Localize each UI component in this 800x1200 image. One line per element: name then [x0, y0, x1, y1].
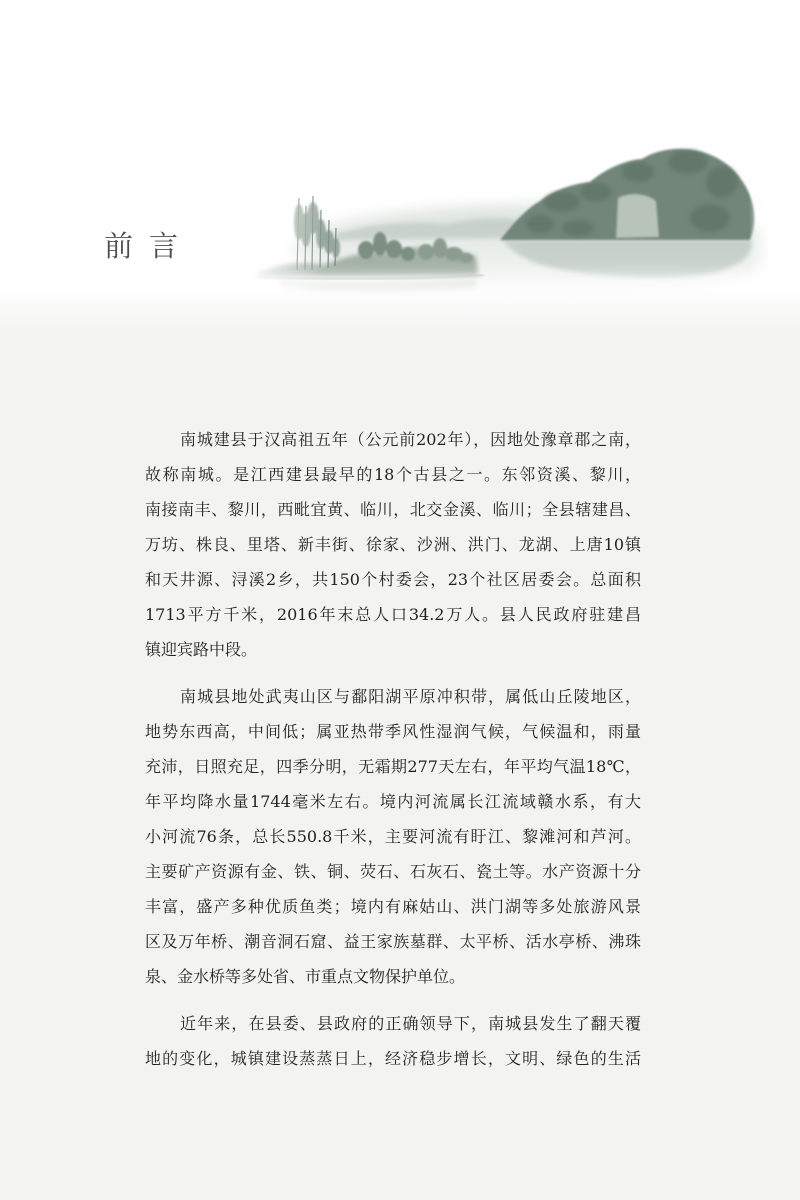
- landscape-illustration: [240, 138, 770, 308]
- text-line: 地势东西高，中间低；属亚热带季风性湿润气候，气候温和，雨量: [145, 722, 641, 741]
- foliage-blob: [706, 166, 738, 198]
- text-line: 地的变化，城镇建设蒸蒸日上，经济稳步增长，文明、绿色的生活: [145, 1049, 641, 1068]
- paragraph-3: [145, 1006, 641, 1076]
- landscape-fade-horizontal: [256, 149, 770, 295]
- text-line: 南城建县于汉高祖五年（公元前202年），因地处豫章郡之南，: [180, 430, 641, 449]
- tree-crown: [332, 238, 340, 258]
- text-line: 故称南城。是江西建县最早的18个古县之一。东邻资溪、黎川，: [145, 465, 641, 484]
- foliage-blob: [668, 150, 708, 174]
- tree-crown: [358, 241, 374, 259]
- tree-crown: [386, 240, 402, 258]
- cliff-face: [616, 194, 659, 238]
- foliage-blob: [562, 220, 594, 236]
- landscape-fade-vertical: [256, 149, 770, 295]
- paragraph-2: [145, 679, 641, 994]
- text-line: 近年来，在县委、县政府的正确领导下，南城县发生了翻天覆: [180, 1014, 641, 1033]
- foliage-blob: [580, 183, 612, 201]
- tree-crown: [433, 238, 447, 258]
- tree-crown: [418, 244, 434, 260]
- text-line: 万坊、株良、里塔、新丰街、徐家、沙洲、洪门、龙湖、上唐10镇: [145, 535, 641, 554]
- text-line: 和天井源、浔溪2乡，共150个村委会，23个社区居委会。总面积: [145, 570, 641, 589]
- text-line: 丰富，盛产多种优质鱼类；境内有麻姑山、洪门湖等多处旅游风景: [145, 897, 641, 916]
- tree-crown: [401, 247, 415, 261]
- foliage-blob: [690, 204, 730, 232]
- text-line: 小河流76条，总长550.8千米，主要河流有盱江、黎滩河和芦河。: [145, 827, 641, 846]
- text-line: 南城县地处武夷山区与鄱阳湖平原冲积带，属低山丘陵地区，: [180, 687, 641, 706]
- text-line: 镇迎宾路中段。: [145, 640, 258, 659]
- tree-crown: [459, 253, 473, 263]
- preface-body: [145, 422, 641, 1076]
- foliage-blob: [544, 192, 580, 212]
- text-line: 年平均降水量1744毫米左右。境内河流属长江流域赣水系，有大: [145, 792, 641, 811]
- text-line: 南接南丰、黎川，西毗宜黄、临川，北交金溪、临川；全县辖建昌、: [145, 500, 641, 519]
- text-line: 1713平方千米，2016年末总人口34.2万人。县人民政府驻建昌: [145, 605, 641, 624]
- text-line: 充沛，日照充足，四季分明，无霜期277天左右，年平均气温18℃，: [145, 757, 641, 776]
- foliage-blob: [622, 162, 654, 182]
- page-title: 前言: [104, 229, 195, 263]
- text-line: 主要矿产资源有金、铁、铜、荧石、石灰石、瓷土等。水产资源十分: [145, 862, 641, 881]
- text-line: 泉、金水桥等多处省、市重点文物保护单位。: [145, 967, 466, 986]
- page-header: [0, 0, 800, 335]
- text-line: 区及万年桥、潮音洞石窟、益王家族墓群、太平桥、活水亭桥、沸珠: [145, 932, 641, 951]
- tree-crown: [373, 232, 387, 256]
- paragraph-1: [145, 422, 641, 667]
- foliage-blob: [526, 215, 554, 233]
